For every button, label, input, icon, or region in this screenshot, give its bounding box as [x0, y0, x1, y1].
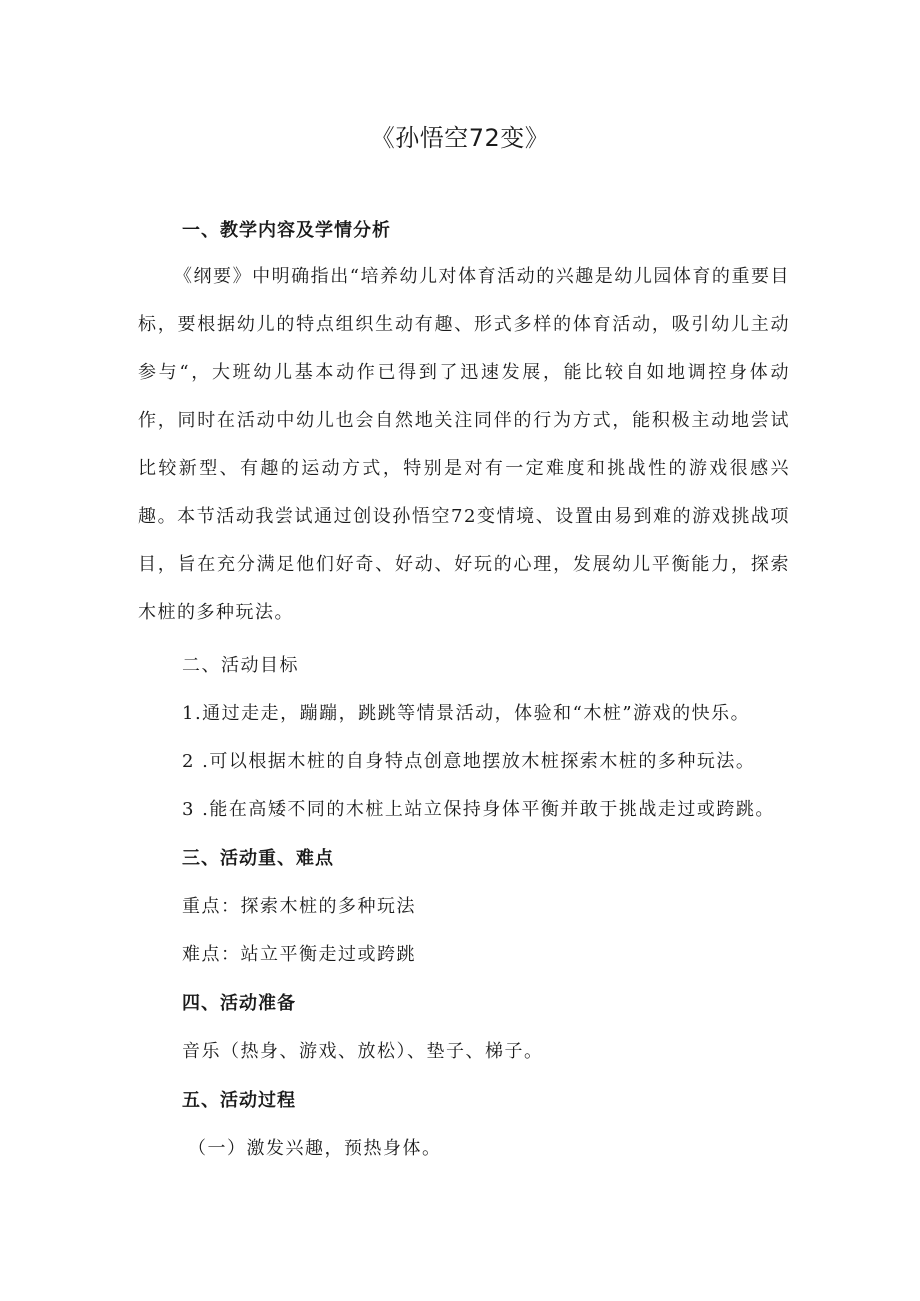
goal-item-3: 3 .能在高矮不同的木桩上站立保持身体平衡并敢于挑战走过或跨跳。 [182, 799, 775, 820]
difficulty-text: 难点：站立平衡走过或跨跳 [182, 944, 416, 965]
section-heading-process: 五、活动过程 [182, 1090, 296, 1111]
goal-item-1: 1.通过走走，蹦蹦，跳跳等情景活动，体验和“木桩”游戏的快乐。 [182, 703, 751, 724]
section-heading-key-points: 三、活动重、难点 [182, 848, 334, 869]
process-step-1: （一）激发兴趣，预热身体。 [188, 1138, 442, 1159]
key-point-text: 重点：探索木桩的多种玩法 [182, 896, 416, 917]
section-heading-analysis: 一、教学内容及学情分析 [182, 220, 391, 241]
document-title: 《孙悟空72变》 [370, 124, 550, 152]
goal-item-2: 2 .可以根据木桩的自身特点创意地摆放木桩探索木桩的多种玩法。 [182, 751, 756, 772]
analysis-paragraph: 《纲要》中明确指出“培养幼儿对体育活动的兴趣是幼儿园体育的重要目标，要根据幼儿的特点组织生动有趣、形式多样的体育活动，吸引幼儿主动参与“，大班幼儿基本动作已得到了迅速发展，能比较自如地调控身体动作，同时在活动中幼儿也会自然地关注同伴的行为方式，能积极主动地尝试比较新型、有趣的运动方式，特别是对有一定难度和挑战性的游戏很感兴趣。本节活动我尝试通过创设孙悟空72变情境、设置由易到难的游戏挑战项目，旨在充分满足他们好奇、好动、好玩的心理，发展幼儿平衡能力，探索木桩的多种玩法。 [138, 266, 790, 623]
section-heading-preparation: 四、活动准备 [182, 993, 296, 1014]
preparation-text: 音乐（热身、游戏、放松）、垫子、梯子。 [182, 1041, 544, 1062]
section-heading-goals: 二、活动目标 [182, 655, 299, 676]
